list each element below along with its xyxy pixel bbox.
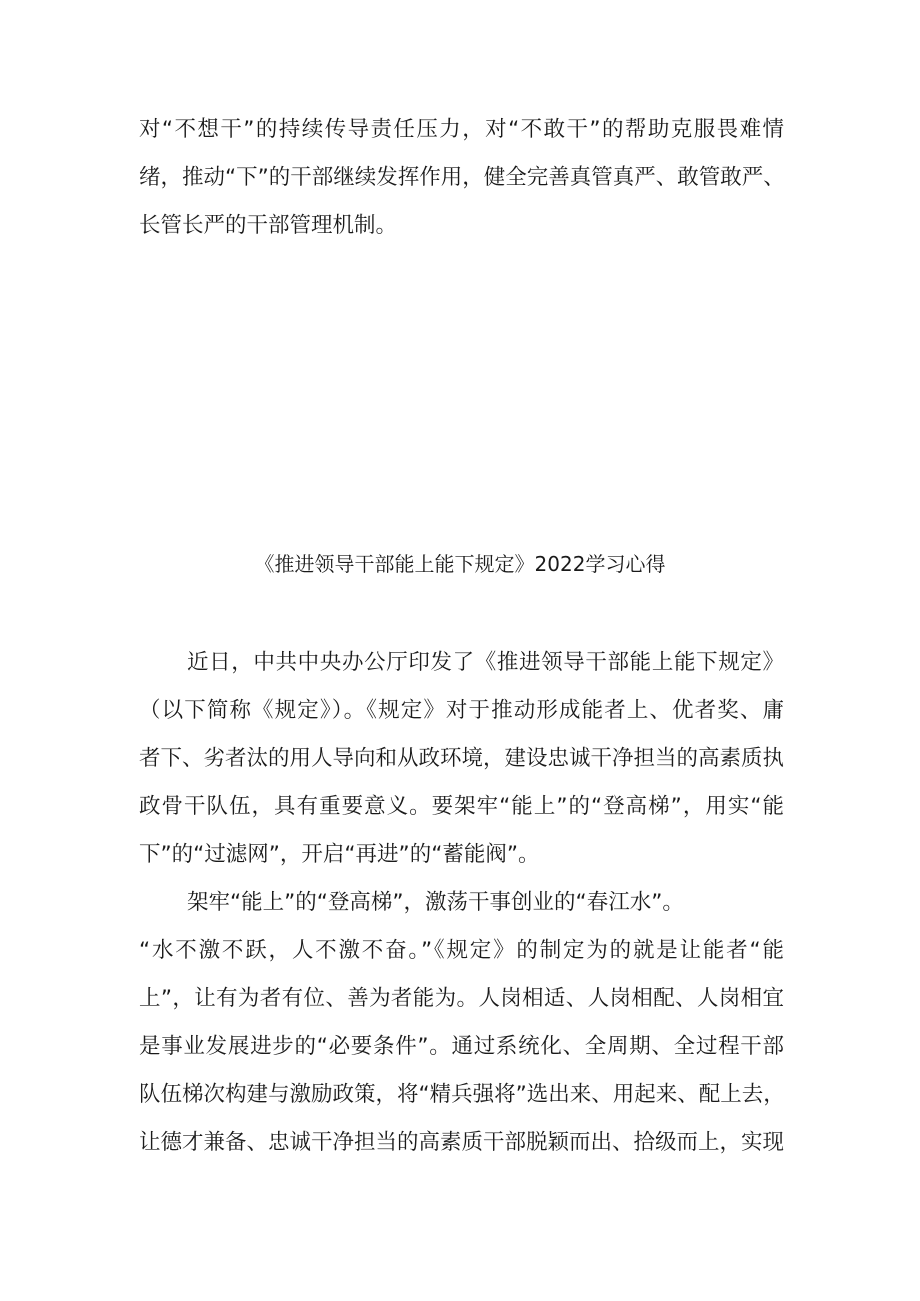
fragment-line-2: 绪，推动“下”的干部继续发挥作用，健全完善真管真严、敢管敢严、 (139, 165, 785, 190)
paragraph1-line-1: 近日，中共中央办公厅印发了《推进领导干部能上能下规定》 (187, 650, 784, 675)
paragraph1-line-5: 下”的“过滤网”，开启“再进”的“蓄能阀”。 (139, 842, 540, 867)
paragraph2-line-1: 架牢“能上”的“登高梯”，激荡干事创业的“春江水”。 (187, 890, 684, 915)
paragraph2-line-6: 让德才兼备、忠诚干净担当的高素质干部脱颖而出、拾级而上，实现 (139, 1130, 785, 1155)
paragraph1-line-4: 政骨干队伍，具有重要意义。要架牢“能上”的“登高梯”，用实“能 (139, 794, 784, 819)
paragraph1-line-2: （以下简称《规定》）。《规定》对于推动形成能者上、优者奖、庸 (139, 698, 784, 723)
document-title: 《推进领导干部能上能下规定》2022学习心得 (254, 552, 666, 576)
fragment-line-3: 长管长严的干部管理机制。 (139, 213, 398, 238)
fragment-line-1: 对“不想干”的持续传导责任压力，对“不敢干”的帮助克服畏难情 (139, 117, 784, 142)
paragraph2-line-3: 上”，让有为者有位、善为者能为。人岗相适、人岗相配、人岗相宜 (139, 986, 784, 1011)
paragraph1-line-3: 者下、劣者汰的用人导向和从政环境，建设忠诚干净担当的高素质执 (139, 746, 785, 771)
paragraph2-line-2: “水不激不跃，人不激不奋。”《规定》的制定为的就是让能者“能 (139, 938, 784, 963)
paragraph2-line-4: 是事业发展进步的“必要条件”。通过系统化、全周期、全过程干部 (139, 1034, 784, 1059)
paragraph2-line-5: 队伍梯次构建与激励政策，将“精兵强将”选出来、用起来、配上去， (139, 1082, 785, 1107)
